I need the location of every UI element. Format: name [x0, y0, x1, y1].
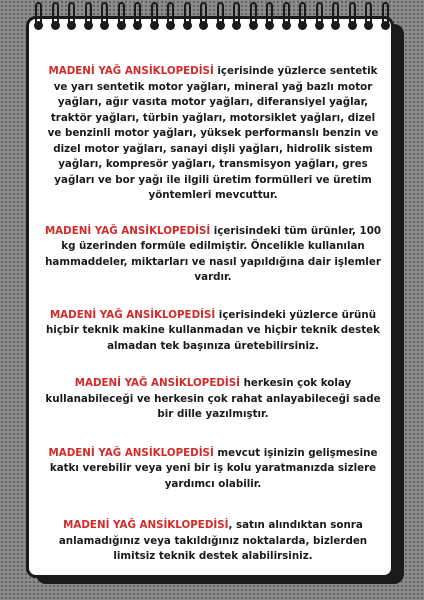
paragraph-technical-support	[44, 518, 382, 565]
paragraph-text: içerisindeki yüzlerce ürünü hiçbir teknik makine kullanmadan ve hiçbir teknik destek almadan tek başınıza üretebilirsiniz.	[45, 308, 381, 352]
spiral-ring	[298, 2, 307, 44]
spiral-ring	[232, 2, 241, 44]
spiral-ring	[150, 2, 159, 44]
brand-name: MADENİ YAĞ ANSİKLOPEDİSİ	[74, 377, 241, 389]
paragraph-simple-language	[44, 376, 382, 423]
brand-name: MADENİ YAĞ ANSİKLOPEDİSİ	[49, 308, 216, 321]
brand-name: MADENİ YAĞ ANSİKLOPEDİSİ	[48, 446, 214, 459]
brand-name: MADENİ YAĞ ANSİKLOPEDİSİ	[63, 519, 229, 531]
spiral-ring	[265, 2, 274, 44]
spiral-ring	[100, 2, 109, 44]
spiral-ring	[67, 2, 76, 44]
paragraph-text: içerisinde yüzlerce sentetik ve yarı sentetik motor yağları, mineral yağ bazlı motor yağları, ağır vasıta motor yağları, diferansiyel yağlar, traktör yağları, türbin yağları, motorsiklet yağları, dizel ve benzinli motor yağları, yüksek performanslı benzin ve dizel motor yağları, sanayi dişli yağları, hidrolik sistem yağları, kompresör yağları, transmisyon yağları, gres yağları ve bor yağı ile ilgili üretim formülleri ve üretim yöntemleri mevcuttur.	[47, 65, 379, 201]
brand-name: MADENİ YAĞ ANSİKLOPEDİSİ	[44, 224, 211, 237]
spiral-ring	[348, 2, 357, 44]
paragraph-text: herkesin çok kolay kullanabileceği ve herkesin çok rahat anlayabileceği sade bir dille yazılmıştır.	[45, 377, 381, 420]
spiral-ring	[249, 2, 258, 44]
paragraph-text: , satın alındıktan sonra anlamadığınız veya takıldığınız noktalarda, bizlerden limitsiz teknik destek alabilirsiniz.	[58, 519, 368, 562]
brand-name: MADENİ YAĞ ANSİKLOPEDİSİ	[48, 65, 214, 77]
spiral-ring	[315, 2, 324, 44]
spiral-ring	[34, 2, 43, 44]
spiral-ring	[364, 2, 373, 44]
document-body	[44, 64, 382, 565]
spiral-ring	[381, 2, 390, 44]
paragraph-formulation	[44, 224, 382, 286]
spiral-ring	[199, 2, 208, 44]
spiral-binding	[34, 2, 390, 44]
spiral-ring	[84, 2, 93, 44]
paragraph-business-growth	[44, 446, 382, 493]
spiral-ring	[183, 2, 192, 44]
paragraph-product-range	[44, 64, 382, 204]
spiral-ring	[216, 2, 225, 44]
paragraph-text: mevcut işinizin gelişmesine katkı verebilir veya yeni bir iş kolu yaratmanızda sizlere yardımcı olabilir.	[49, 446, 378, 490]
paragraph-no-machinery	[44, 308, 382, 355]
spiral-ring	[133, 2, 142, 44]
spiral-ring	[51, 2, 60, 44]
spiral-ring	[117, 2, 126, 44]
paragraph-text: içerisindeki tüm ürünler, 100 kg üzerinden formüle edilmiştir. Öncelikle kullanılan hammaddeler, miktarları ve nasıl yapıldığına dair işlemler vardır.	[45, 224, 382, 283]
spiral-ring	[331, 2, 340, 44]
spiral-ring	[166, 2, 175, 44]
spiral-ring	[282, 2, 291, 44]
